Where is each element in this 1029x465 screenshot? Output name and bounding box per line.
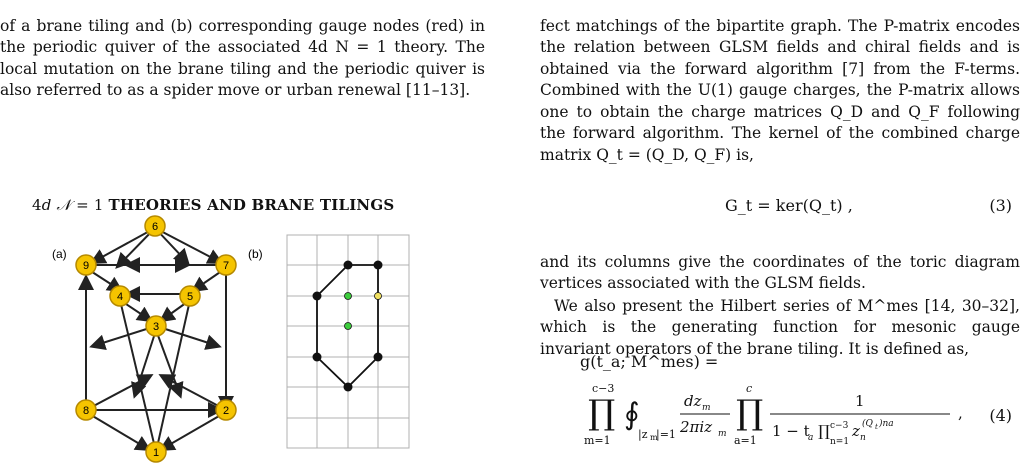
paragraph-pmatrix: fect matchings of the bipartite graph. The P-matrix encodes the relation between GLSM fields and chiral fields and is obtained via the forward algorithm [7] from the F-terms. Combined with the U(1) gauge charges, the P-matrix allows one to obtain the charge matrices Q_D and Q_F following the forward algorithm. The kernel of the combined charge matrix Q_t = (Q_D, Q_F) is, xyxy=(540,16,1020,164)
svg-text:7: 7 xyxy=(222,260,230,272)
svg-text:5: 5 xyxy=(186,291,194,303)
svg-text:1: 1 xyxy=(855,392,865,410)
fig-a-label: (a) xyxy=(52,247,67,261)
svg-text:m=1: m=1 xyxy=(584,434,611,447)
equation-4-number: (4) xyxy=(989,406,1012,425)
quiver-node-1 xyxy=(146,442,166,462)
svg-text:a=1: a=1 xyxy=(734,434,757,447)
quiver-node-9 xyxy=(76,255,96,275)
quiver-node-3 xyxy=(146,316,166,336)
svg-text:dz: dz xyxy=(684,392,702,410)
svg-text:m: m xyxy=(702,403,711,413)
svg-text:8: 8 xyxy=(82,405,90,417)
svg-text:z: z xyxy=(852,422,860,440)
svg-text:m: m xyxy=(650,433,658,442)
svg-text:1 − t: 1 − t xyxy=(772,422,810,440)
equation-4-body xyxy=(580,372,1020,462)
svg-text:a: a xyxy=(808,433,814,443)
svg-text:n: n xyxy=(860,433,866,443)
svg-text:∮: ∮ xyxy=(624,397,640,432)
svg-text:4: 4 xyxy=(116,291,124,303)
quiver-node-6 xyxy=(145,216,165,236)
svg-text:c: c xyxy=(746,382,753,395)
svg-text:9: 9 xyxy=(82,260,90,272)
svg-text:m: m xyxy=(718,429,727,439)
svg-text:t: t xyxy=(875,423,878,431)
svg-text:|=1: |=1 xyxy=(656,428,676,441)
svg-text:2πiz: 2πiz xyxy=(680,418,713,436)
svg-text:∏: ∏ xyxy=(818,422,830,440)
svg-text:∏: ∏ xyxy=(736,393,764,433)
quiver-node-5 xyxy=(180,286,200,306)
fig-b-label: (b) xyxy=(248,247,263,261)
svg-text:c−3: c−3 xyxy=(592,382,615,395)
svg-text:|z: |z xyxy=(638,428,648,441)
svg-text:1: 1 xyxy=(152,447,160,459)
quiver-node-4 xyxy=(110,286,130,306)
svg-text:∏: ∏ xyxy=(588,393,616,433)
svg-text:2: 2 xyxy=(222,405,230,417)
paragraph-hilbert: We also present the Hilbert series of M^mes [14, 30–32], which is the generating function for mesonic gauge invariant operators of the brane tiling. It is defined as, xyxy=(540,296,1020,358)
svg-text:n=1: n=1 xyxy=(830,437,850,447)
equation-4-lhs: g(t_a; M^mes) = xyxy=(580,352,719,371)
svg-text:3: 3 xyxy=(152,321,160,333)
quiver-node-7 xyxy=(216,255,236,275)
svg-text:c−3: c−3 xyxy=(830,421,849,431)
svg-text:,: , xyxy=(958,404,963,422)
svg-text:(Q: (Q xyxy=(862,419,873,429)
quiver-node-2 xyxy=(216,400,236,420)
figure-caption: of a brane tiling and (b) corresponding gauge nodes (red) in the periodic quiver of the associated 4d N = 1 theory. The local mutation on the brane tiling and the periodic quiver is also referred to as a spider move or urban renewal [11–13]. xyxy=(0,16,485,99)
svg-text:6: 6 xyxy=(151,221,159,233)
equation-3: G_t = ker(Q_t) , xyxy=(725,196,853,215)
figure-quiver xyxy=(0,0,490,465)
svg-text:)na: )na xyxy=(879,419,894,429)
equation-3-number: (3) xyxy=(989,196,1012,215)
quiver-node-8 xyxy=(76,400,96,420)
section-heading: 4d 𝒩 = 1 THEORIES AND BRANE TILINGS xyxy=(32,196,395,214)
quiver-edges xyxy=(86,228,226,452)
paragraph-toric: and its columns give the coordinates of the toric diagram vertices associated with the GLSM fields. xyxy=(540,252,1020,292)
